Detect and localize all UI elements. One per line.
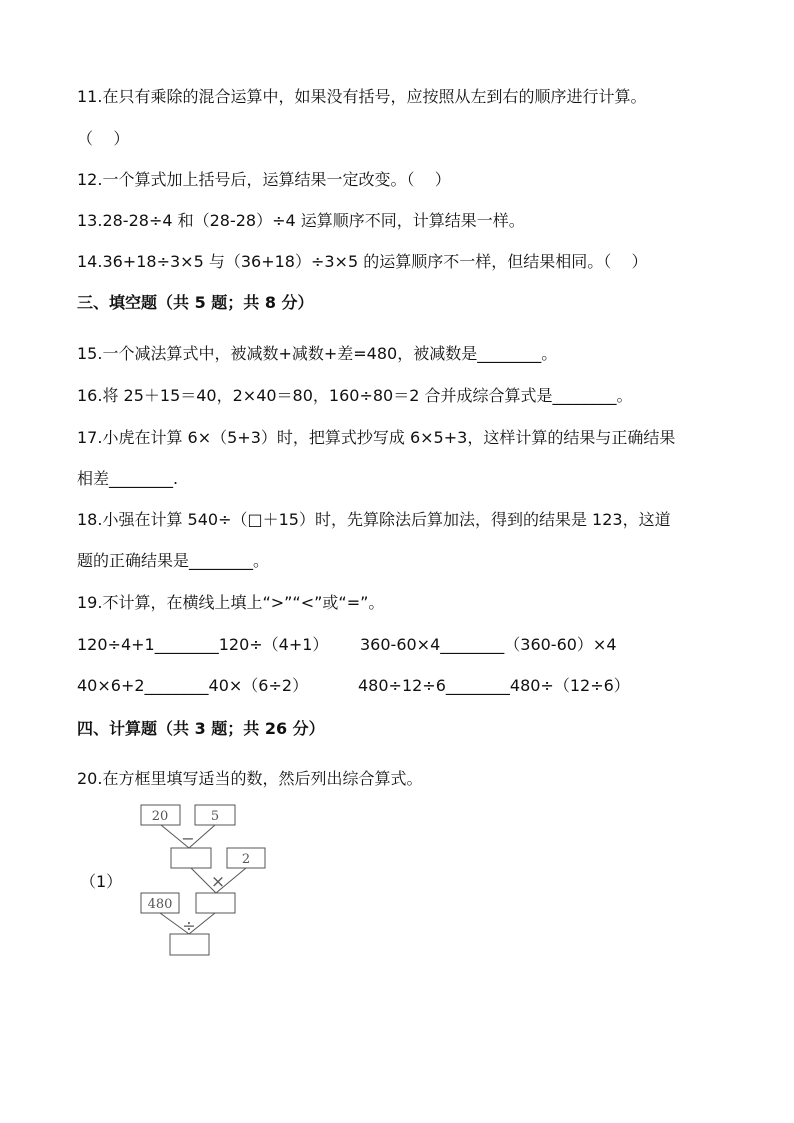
- divide-operator: ÷: [182, 916, 196, 935]
- calculation-diagram: [130, 800, 300, 965]
- line-q11-1: 11.在只有乘除的混合运算中，如果没有括号，应按照从左到右的顺序进行计算。: [77, 87, 647, 106]
- line-q13: 13.28-28÷4 和（28-28）÷4 运算顺序不同，计算结果一样。: [77, 211, 525, 230]
- box-blank-2: [196, 893, 235, 913]
- times-operator: ×: [210, 872, 226, 892]
- compare-b: 360-60×4________（360-60）×4: [360, 635, 617, 654]
- section-4-heading: 四、计算题（共 3 题；共 26 分）: [77, 719, 325, 738]
- box-blank-3: [170, 934, 209, 955]
- line-q17-1: 17.小虎在计算 6×（5+3）时，把算式抄写成 6×5+3，这样计算的结果与正确结果: [77, 428, 676, 447]
- line-q15: 15.一个减法算式中，被减数+减数+差=480，被减数是________。: [77, 344, 558, 363]
- box-2-value: 2: [241, 852, 251, 867]
- minus-operator: −: [181, 829, 195, 848]
- line-q18-1: 18.小强在计算 540÷（□＋15）时，先算除法后算加法，得到的结果是 123，这道: [77, 510, 671, 529]
- compare-c: 40×6+2________40×（6÷2）: [77, 676, 309, 695]
- compare-a: 120÷4+1________120÷（4+1）: [77, 635, 329, 654]
- part-label: （1）: [80, 872, 123, 891]
- box-480-value: 480: [147, 897, 173, 912]
- line-q16: 16.将 25＋15＝40，2×40＝80，160÷80＝2 合并成综合算式是________。: [77, 386, 633, 405]
- section-3-heading: 三、填空题（共 5 题；共 8 分）: [77, 293, 314, 312]
- box-blank-1: [171, 848, 211, 868]
- line-q11-2: （ ）: [77, 129, 130, 148]
- line-q17-2: 相差________.: [77, 469, 179, 488]
- line-q20: 20.在方框里填写适当的数，然后列出综合算式。: [77, 769, 423, 788]
- line-q18-2: 题的正确结果是________。: [77, 551, 270, 570]
- box-20-value: 20: [151, 809, 169, 824]
- line-q19: 19.不计算，在横线上填上“>”“<”或“=”。: [77, 593, 385, 612]
- compare-d: 480÷12÷6________480÷（12÷6）: [358, 676, 630, 695]
- line-q14: 14.36+18÷3×5 与（36+18）÷3×5 的运算顺序不一样，但结果相同。（ ）: [77, 252, 648, 271]
- box-5-value: 5: [210, 809, 220, 824]
- line-q12: 12.一个算式加上括号后，运算结果一定改变。（ ）: [77, 170, 451, 189]
